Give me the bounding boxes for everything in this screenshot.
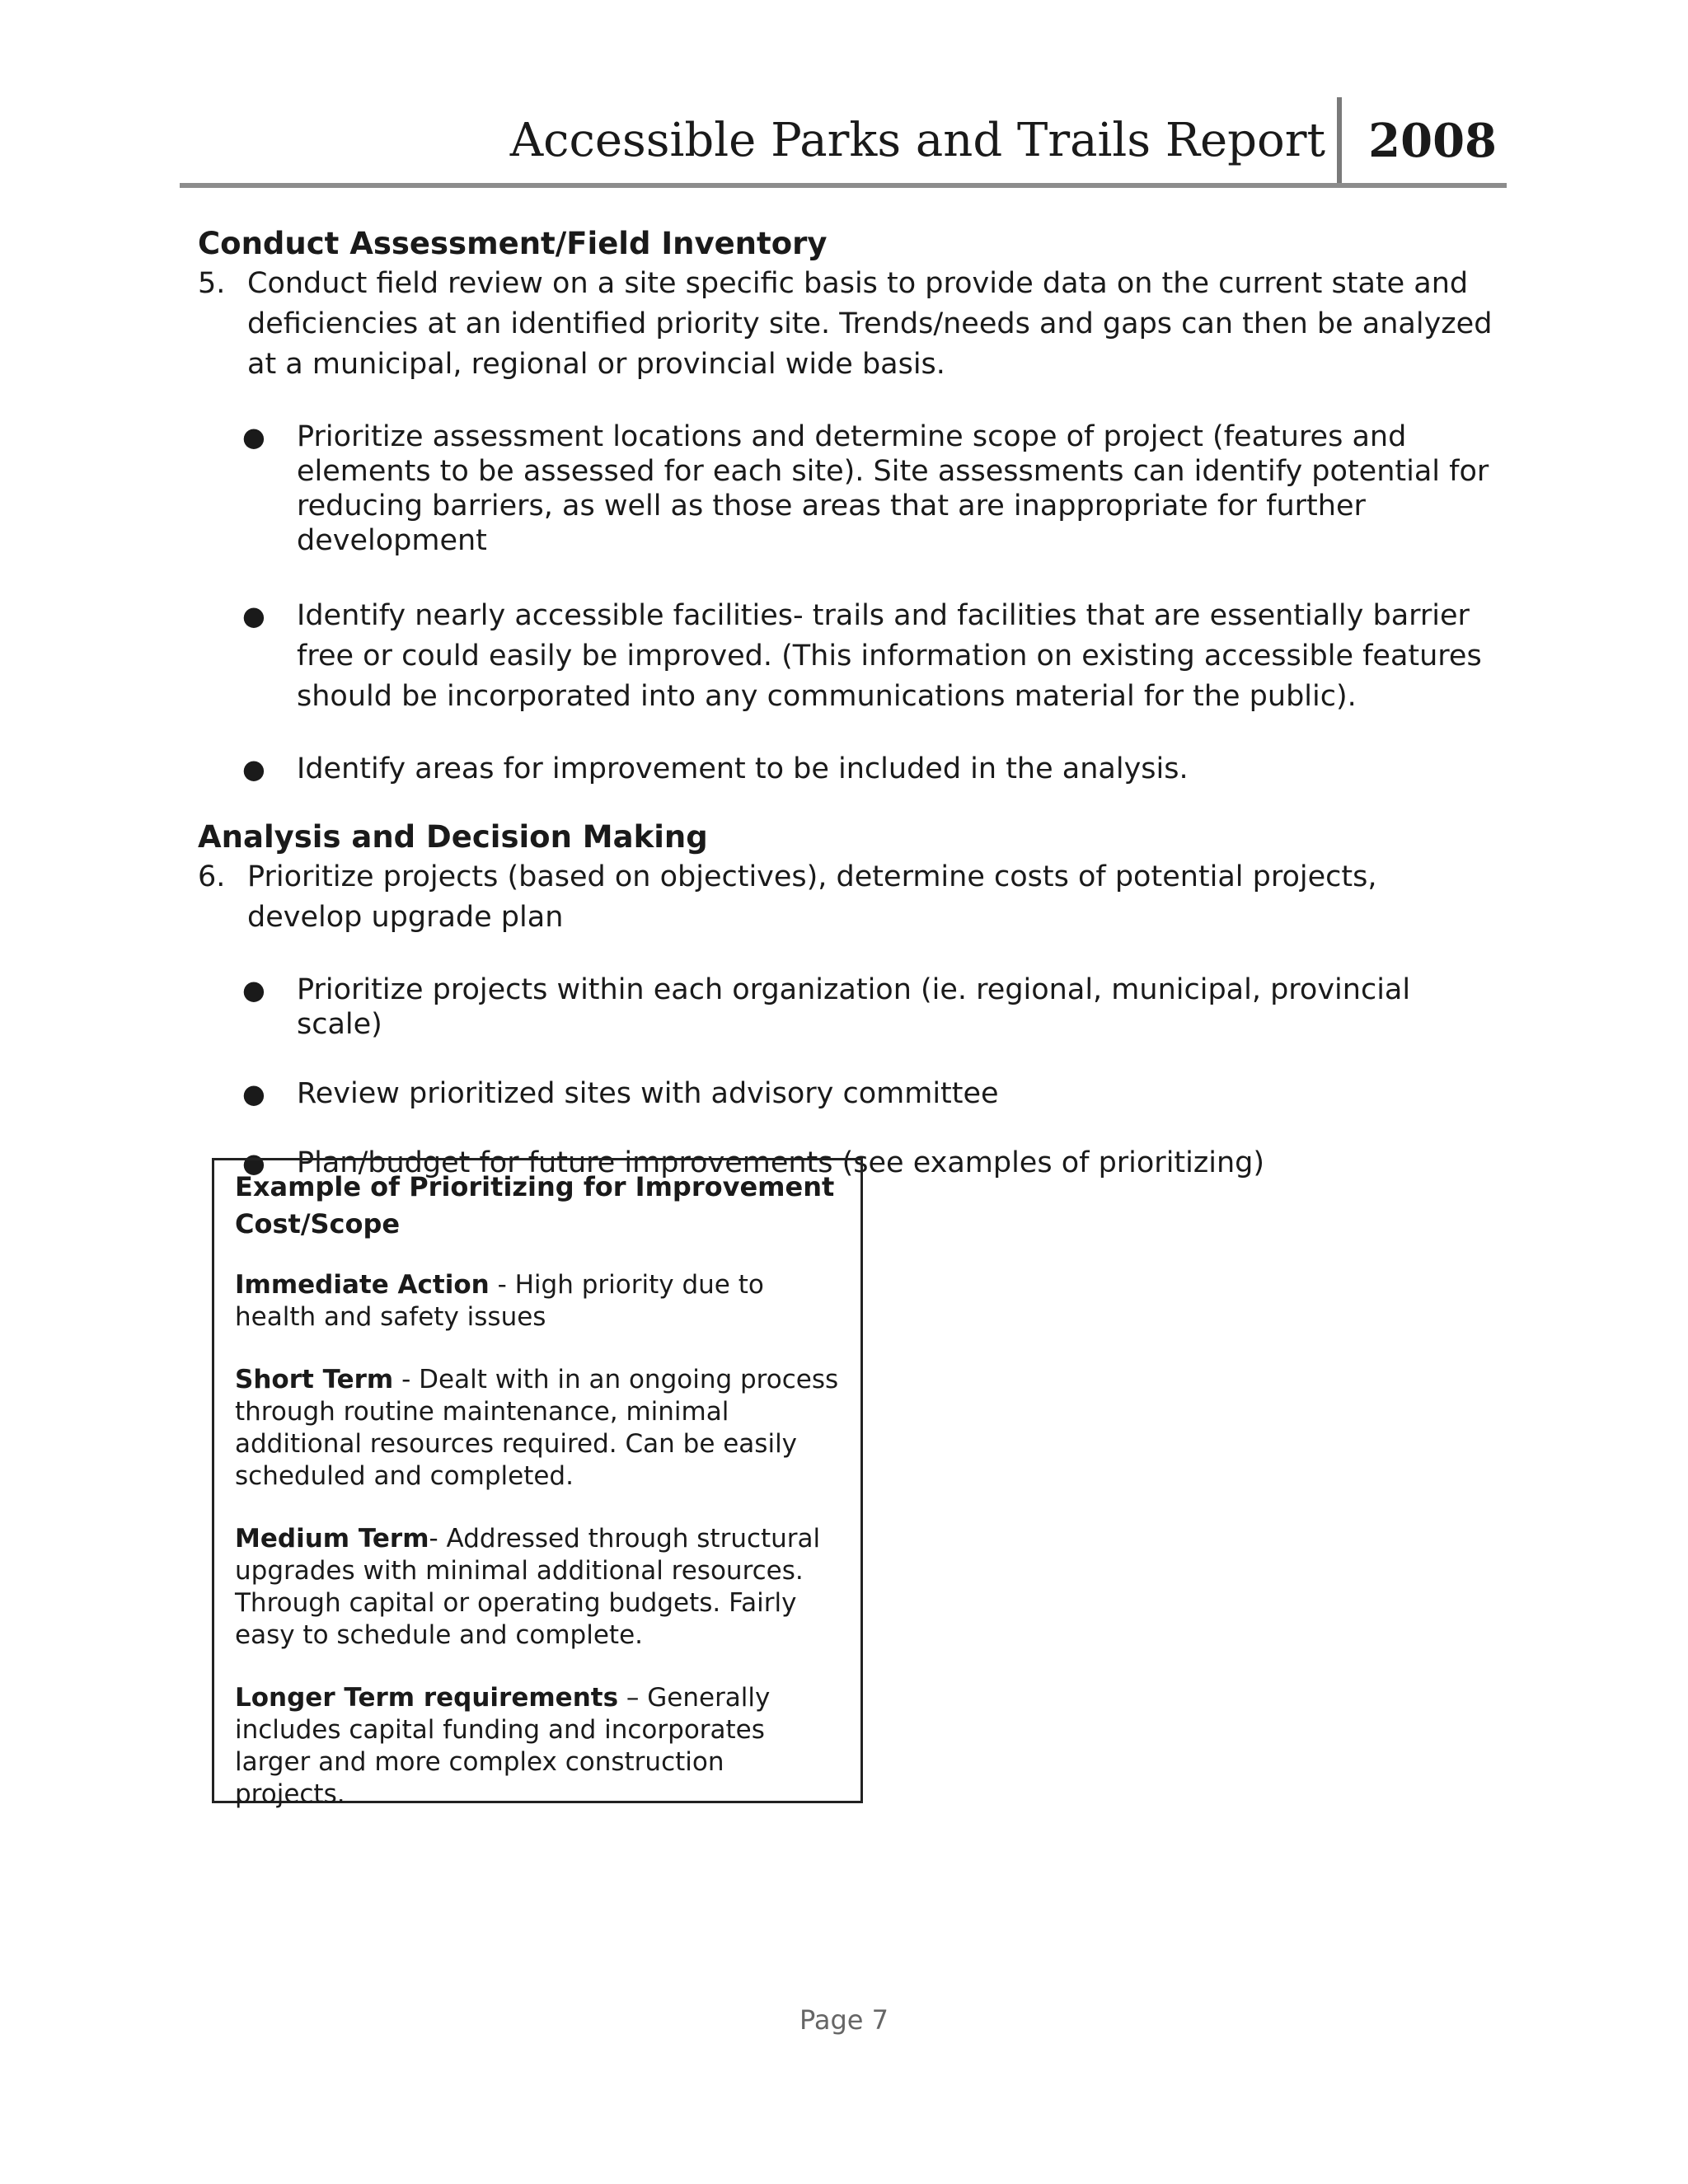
list-item <box>198 1076 1500 1111</box>
bullet-icon: ● <box>242 1078 265 1109</box>
priority-term: Medium Term <box>235 1524 429 1554</box>
page-header <box>180 97 1507 188</box>
priority-term: Immediate Action <box>235 1270 490 1300</box>
list-item-text: Plan/budget for future improvements (see examples of prioritizing) <box>297 1146 1265 1179</box>
callout-title: Example of Prioritizing for Improvement Cost/Scope <box>235 1171 835 1240</box>
list-item-text: Prioritize projects within each organization (ie. regional, municipal, provincial scale) <box>297 973 1411 1041</box>
bullet-icon: ● <box>242 974 265 1005</box>
list-item-text: Identify areas for improvement to be included in the analysis. <box>297 752 1189 785</box>
report-title: Accessible Parks and Trails Report <box>509 114 1325 167</box>
bullet-list-assessment <box>198 419 1500 786</box>
section-heading-analysis: Analysis and Decision Making <box>198 819 708 855</box>
priority-separator: - <box>429 1524 447 1554</box>
item-text: Conduct field review on a site specific basis to provide data on the current state and deficiencies at an identified priority site. Trends/needs and gaps can then be analyzed at a municipal, regional or provincial wide basis. <box>247 267 1493 381</box>
page-number: Page 7 <box>799 2004 889 2036</box>
section-heading-assessment: Conduct Assessment/Field Inventory <box>198 226 828 261</box>
priority-description: Dealt with in an ongoing process through routine maintenance, minimal additional resources required. Can be easily scheduled and completed. <box>235 1365 839 1491</box>
bullet-icon: ● <box>242 600 265 631</box>
item-text: Prioritize projects (based on objectives), determine costs of potential projects, develop upgrade plan <box>247 860 1377 934</box>
prioritizing-example-box <box>212 1158 863 1809</box>
priority-term: Longer Term requirements <box>235 1683 619 1713</box>
report-year: 2008 <box>1368 114 1497 168</box>
priority-item-medium <box>235 1523 841 1652</box>
header-separator <box>1337 97 1342 185</box>
priority-description: Generally includes capital funding and incorporates larger and more complex construction projects. <box>235 1683 771 1809</box>
list-item <box>198 596 1500 717</box>
list-item-text: Prioritize assessment locations and determine scope of project (features and elements to be assessed for each site). Site assessments can identify potential for reducing barriers, as well as those areas that are inappropriate for further development <box>297 420 1489 557</box>
numbered-item-5 <box>198 264 1500 385</box>
priority-item-short <box>235 1364 841 1493</box>
list-item-text: Review prioritized sites with advisory committee <box>297 1077 999 1110</box>
priority-separator: – <box>618 1683 648 1713</box>
priority-description: Addressed through structural upgrades with minimal additional resources. Through capital or operating budgets. Fairly easy to schedule and complete. <box>235 1524 821 1650</box>
priority-description: High priority due to health and safety issues <box>235 1270 764 1332</box>
bullet-list-analysis <box>198 972 1500 1180</box>
item-number: 5. <box>198 267 226 300</box>
priority-item-longer <box>235 1682 841 1811</box>
list-item-text: Identify nearly accessible facilities- trails and facilities that are essentially barrier free or could easily be improved. (This information on existing accessible features should be incorporated into any communications material for the public). <box>297 599 1482 713</box>
list-item <box>198 419 1500 558</box>
priority-separator: - <box>489 1270 515 1300</box>
main-content <box>198 224 1500 1180</box>
list-item <box>198 752 1500 786</box>
priority-term: Short Term <box>235 1365 394 1394</box>
header-rule <box>180 183 1507 188</box>
bullet-icon: ● <box>242 1147 265 1179</box>
priority-separator: - <box>393 1365 420 1394</box>
bullet-icon: ● <box>242 421 265 452</box>
numbered-item-6 <box>198 857 1500 938</box>
priority-item-immediate <box>235 1269 841 1333</box>
list-item <box>198 972 1500 1042</box>
item-number: 6. <box>198 860 226 893</box>
bullet-icon: ● <box>242 753 265 785</box>
